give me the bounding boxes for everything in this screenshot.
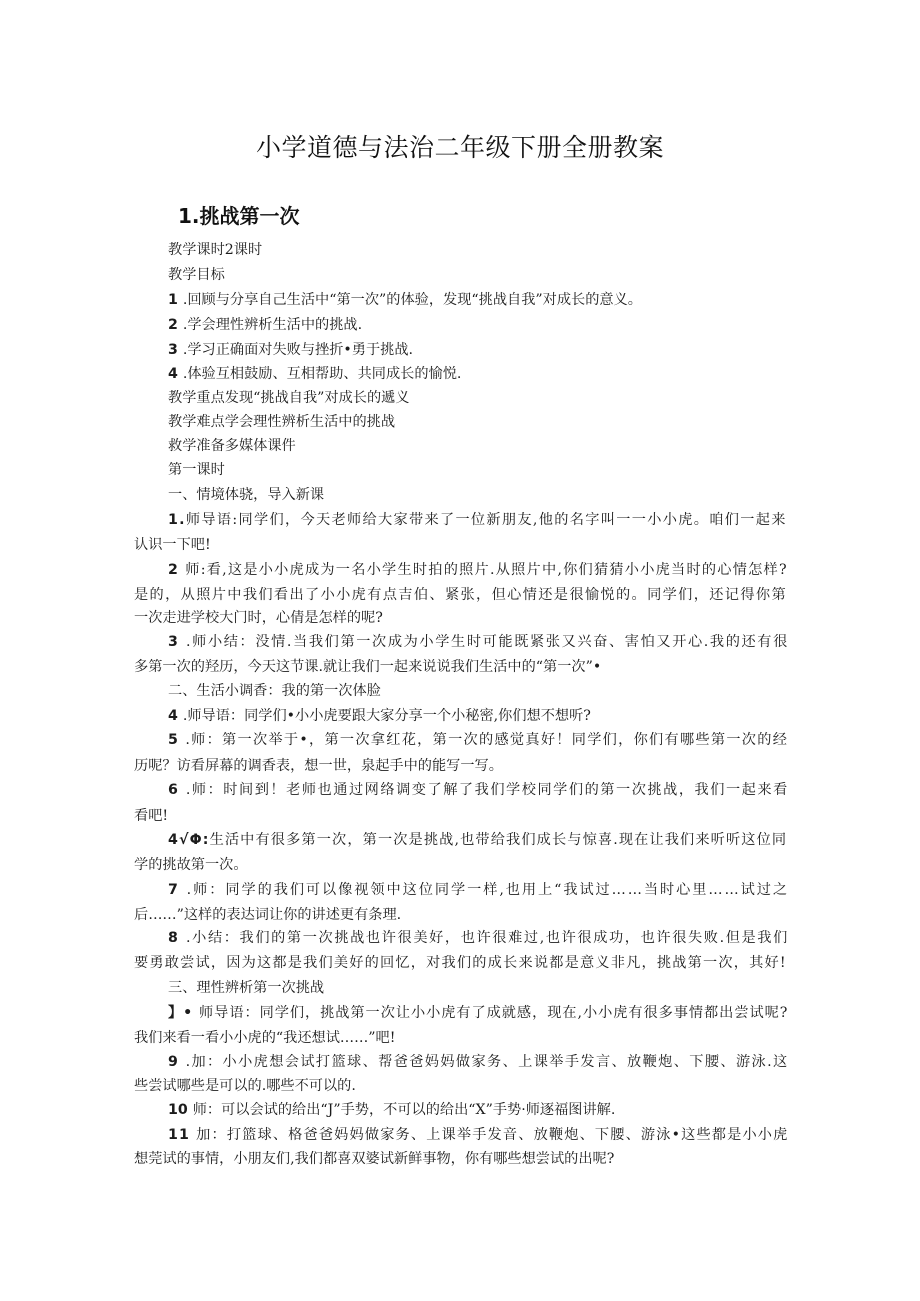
document-title: 小学道德与法治二年级下册全册教案 <box>255 133 664 162</box>
line-text: .回顾与分享自己生活中“第一次”的体验，发现“挑战自我”对成长的意义。 <box>182 292 642 308</box>
text-line <box>168 510 787 530</box>
lesson-heading: 1.挑战第一次 <box>178 204 300 228</box>
line-text: 师：可以会试的给出“J”手势，不可以的给出“X”手势·师逐福图讲解. <box>192 1102 616 1118</box>
text-line <box>134 953 787 973</box>
text-line <box>168 1052 789 1072</box>
line-text: .师：第一次举于•，第一次拿红花，第一次的感觉真好！同学们，你们有哪些第一次的经 <box>185 732 789 748</box>
item-number: 10 <box>168 1102 193 1118</box>
line-text: .小结：我们的第一次挑战也许很美好，也许很难过,也许很成功，也许很失败.但是我们 <box>186 930 789 946</box>
item-number: 7 <box>168 882 187 898</box>
text-line <box>168 560 788 580</box>
text-line <box>134 756 503 776</box>
text-line <box>168 978 324 998</box>
line-text: 加：打篮球、格爸爸妈妈做家务、上课举手发音、放鞭炮、下腰、游泳•这些都是小小虎 <box>196 1127 789 1143</box>
text-line <box>168 830 787 850</box>
text-line <box>134 1076 356 1096</box>
text-line <box>168 340 413 360</box>
line-text: 看吧! <box>134 808 169 824</box>
line-text: .师导语：同学们•小小虎要跟大家分享一个小秘密,你们想不想听? <box>182 708 591 724</box>
line-text: 学的挑故第一次。 <box>134 857 248 873</box>
item-number: 4 <box>168 708 183 724</box>
line-text: 教学目标 <box>168 267 225 283</box>
text-line <box>168 485 324 505</box>
text-line <box>168 412 395 432</box>
line-text: 师导语:同学们，今天老师给大家带来了一位新朋友,他的名字叫一一小小虎。咱们一起来 <box>185 512 787 528</box>
text-line <box>168 928 789 948</box>
item-number: 2 <box>168 317 183 333</box>
item-number: 9 <box>168 1054 186 1070</box>
line-text: 师:看,这是小小虎成为一名小学生时拍的照片.从照片中,你们猜猜小小虎当时的心情怎样? <box>185 562 788 578</box>
line-text: 想莞试的事情，小朋友们,我们都喜双婆试新鲜事物，你有哪些想尝试的出呢? <box>134 1151 615 1167</box>
text-line <box>134 1149 614 1169</box>
item-number: 】• <box>168 1005 200 1021</box>
text-line <box>168 632 789 652</box>
text-line <box>168 290 642 310</box>
line-text: 第一课时 <box>168 462 225 478</box>
item-number: 4 <box>168 366 183 382</box>
text-line <box>134 806 168 826</box>
line-text: 认识一下吧! <box>134 537 211 553</box>
item-number: 3 <box>168 634 187 650</box>
line-text: .师：时间到！老师也通过网络调变了解了我们学校同学们的第一次挑战，我们一起来看 <box>185 782 789 798</box>
text-line <box>168 364 461 384</box>
item-number: 5 <box>168 732 186 748</box>
text-line <box>168 780 789 800</box>
text-line <box>134 855 248 875</box>
text-line <box>168 681 381 701</box>
item-number: 6 <box>168 782 186 798</box>
item-number: 8 <box>168 930 187 946</box>
line-text: 一次走进学校大门时，心倩是怎样的呢? <box>134 610 383 626</box>
line-text: 生活中有很多第一次，第一次是挑战,也带给我们成长与惊喜.现在让我们来听听这位同 <box>209 832 788 848</box>
text-line <box>168 265 225 285</box>
item-number: 2 <box>168 562 186 578</box>
item-number: 1 <box>168 292 183 308</box>
text-line <box>168 436 296 456</box>
text-line <box>168 706 591 726</box>
line-text: 历呢？访看屏幕的调香表，想一世，泉起手中的能写一写。 <box>134 758 503 774</box>
item-number: 3 <box>168 342 183 358</box>
text-line <box>134 608 383 628</box>
text-line <box>134 535 211 555</box>
text-line <box>134 657 601 677</box>
text-line <box>168 460 225 480</box>
line-text: 后……”这样的表达词让你的讲述更有条理. <box>134 907 402 923</box>
item-number: 1. <box>168 512 186 528</box>
text-line <box>168 1125 789 1145</box>
text-line <box>168 730 788 750</box>
line-text: 师导语：同学们，挑战第一次让小小虎有了成就感，现在,小小虎有很多事情都出尝试呢? <box>199 1005 789 1021</box>
text-line <box>168 388 410 408</box>
line-text: 一、情境体骁，导入新课 <box>168 487 325 503</box>
item-number: 4√Φ: <box>168 832 210 848</box>
line-text: .学习正确面对失败与挫折•勇于挑战. <box>182 342 414 358</box>
text-line <box>168 240 262 260</box>
line-text: .师小结：没情.当我们第一次成为小学生时可能既紧张又兴奋、害怕又开心.我的还有很 <box>186 634 789 650</box>
text-line <box>168 880 789 900</box>
line-text: 二、生活小调香：我的第一次体脸 <box>168 683 381 699</box>
text-line <box>168 1003 788 1023</box>
line-text: 要勇敢尝试，因为这都是我们美好的回忆，对我们的成长来说都是意义非凡，挑战第一次，其好! <box>134 955 787 971</box>
line-text: 教学课时2课时 <box>168 242 263 258</box>
text-line <box>134 1028 395 1048</box>
item-number: 11 <box>168 1127 197 1143</box>
line-text: 教学重点发现“挑战自我”对成长的遞义 <box>168 390 410 406</box>
text-line <box>134 905 401 925</box>
text-line <box>168 315 362 335</box>
line-text: .师：同学的我们可以像视领中这位同学一样,也用上“我试过……当时心里……试过之 <box>186 882 789 898</box>
line-text: .体验互相鼓励、互相帮助、共同成长的愉悦. <box>182 366 462 382</box>
line-text: .加：小小虎想会试打篮球、帮爸爸妈妈做家务、上课举手发言、放鞭炮、下腰、游泳.这 <box>185 1054 789 1070</box>
line-text: 三、理性辨析第一次挑战 <box>168 980 325 996</box>
line-text: 我们来看一看小小虎的“我还想试……”吧! <box>134 1030 396 1046</box>
line-text: 是的，从照片中我们看出了小小虎有点吉伯、紧张，但心情还是很愉悦的。同学们，还记得你第 <box>134 587 787 603</box>
line-text: 救学准备多媒体课件 <box>168 438 296 454</box>
line-text: 些尝试哪些是可以的.哪些不可以的. <box>134 1078 356 1094</box>
line-text: 教学难点学会理性辨析生活中的挑战 <box>168 414 396 430</box>
line-text: .学会理性辨析生活中的挑战. <box>182 317 363 333</box>
text-line <box>168 1100 615 1120</box>
text-line <box>134 585 787 605</box>
line-text: 多第一次的羟历，今天这节课.就让我们一起来说说我们生活中的“第一次”• <box>134 659 602 675</box>
